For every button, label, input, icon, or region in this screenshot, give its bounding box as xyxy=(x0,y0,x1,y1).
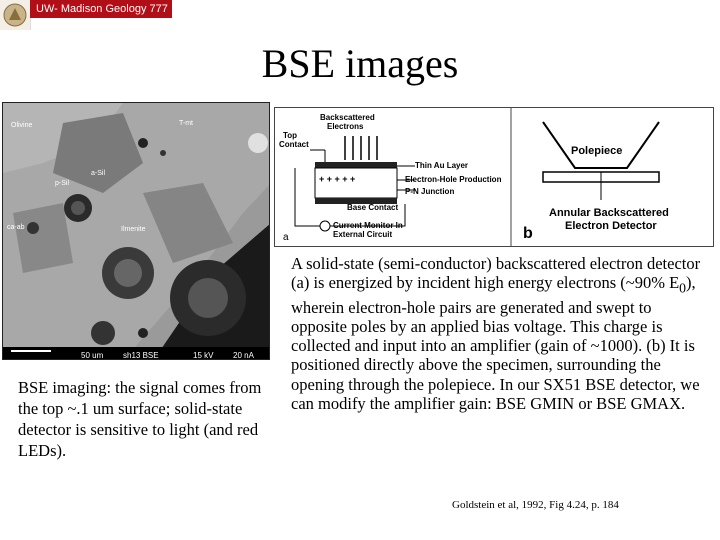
photo-kv-text: 15 kV xyxy=(193,351,214,360)
diagram-panel-b-label: b xyxy=(523,225,533,242)
diagram-top-contact-label: Top Contact xyxy=(279,131,309,149)
panel-b xyxy=(523,122,669,242)
detector-diagram xyxy=(274,107,714,247)
photo-scale-text: 50 um xyxy=(81,351,104,360)
bse-imaging-caption: BSE imaging: the signal comes from the top ~.1 um surface; solid-state detector is sensitive to light (and red LEDs). xyxy=(18,378,262,460)
diagram-annular-label: Annular Backscattered Electron Detector xyxy=(549,207,669,232)
course-header: UW- Madison Geology 777 xyxy=(30,0,172,18)
photo-label: p-Sil xyxy=(55,180,70,187)
diagram-charges: + + + + + xyxy=(319,174,356,184)
university-logo xyxy=(0,0,31,30)
diagram-base-contact-label: Base Contact xyxy=(347,203,399,212)
description-part-1: A solid-state (semi-conductor) backscattered electron detector (a) is energized by incident high energy electrons (~90% E xyxy=(291,254,701,293)
photo-label: Olivine xyxy=(11,122,33,129)
diagram-current-monitor-label: Current Monitor In External Circuit xyxy=(333,221,403,239)
photo-label: Ilmenite xyxy=(121,226,146,233)
citation: Goldstein et al, 1992, Fig 4.24, p. 184 xyxy=(452,499,619,511)
diagram-thin-au-label: Thin Au Layer xyxy=(415,161,469,170)
diagram-polepiece-label: Polepiece xyxy=(571,145,623,157)
diagram-pn-junction-label: P-N Junction xyxy=(405,187,455,196)
diagram-panel-a-label: a xyxy=(283,232,289,243)
photo-current-text: 20 nA xyxy=(233,351,254,360)
detector-description xyxy=(291,254,711,413)
photo-status-text: sh13 BSE xyxy=(123,351,159,360)
diagram-backscattered-label: Backscattered Electrons xyxy=(320,113,375,131)
bse-micrograph xyxy=(2,102,270,360)
photo-label: T-mt xyxy=(179,120,193,127)
e-zero-subscript: 0 xyxy=(679,280,687,296)
photo-label: a-Sil xyxy=(91,170,106,177)
diagram-electron-hole-label: Electron-Hole Production xyxy=(405,175,502,184)
description-part-2: ), wherein electron-hole pairs are generated and swept to opposite poles by an applied bias voltage. This charge is collected and input into an amplifier (gain of ~1000). (b) It is positioned directly above the specimen, surrounding the opening through the polepiece. In our SX51 BSE detector, we can modify the amplifier gain: BSE GMIN or BSE GMAX. xyxy=(291,273,700,413)
panel-a xyxy=(279,113,502,243)
photo-label: ca-ab xyxy=(7,224,25,231)
slide-title: BSE images xyxy=(261,41,459,86)
